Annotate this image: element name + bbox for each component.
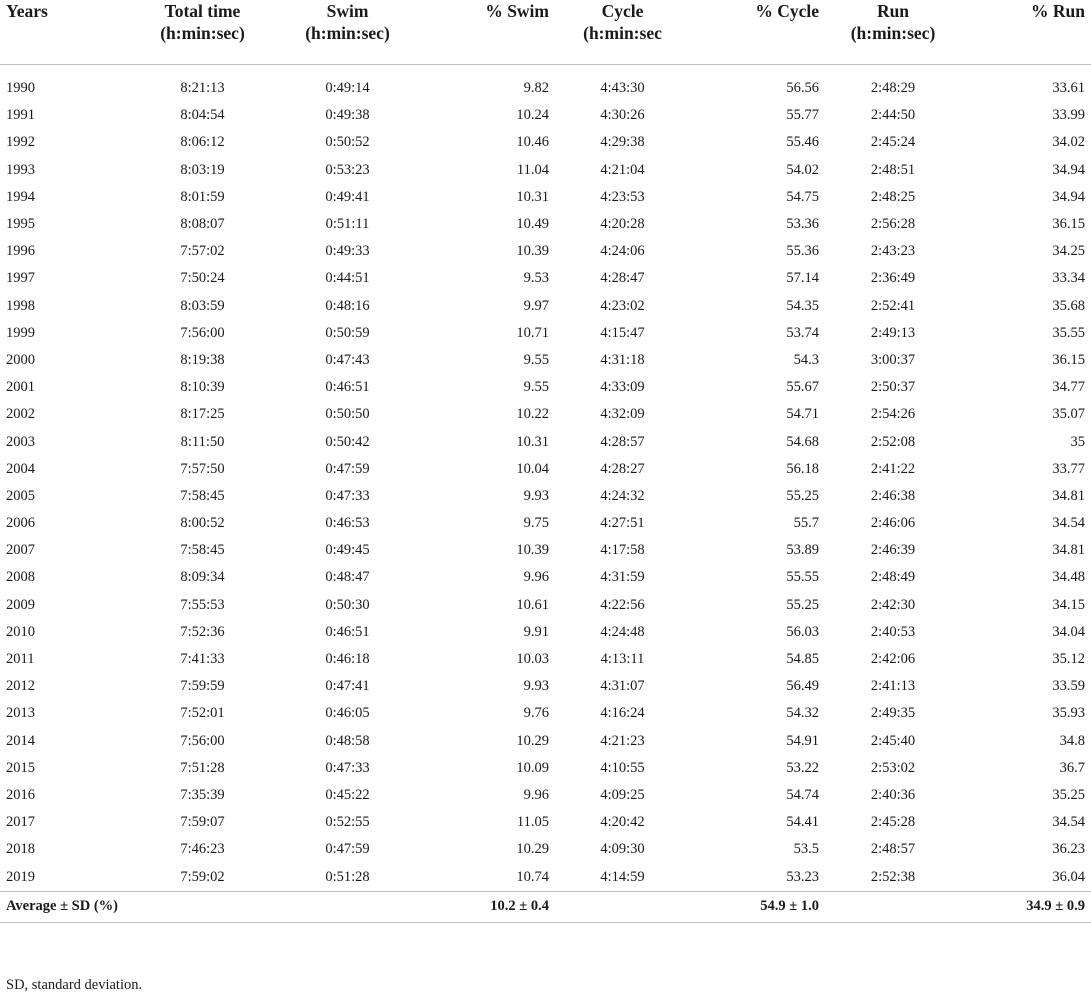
cell-pct-run: 35.25 — [1052, 786, 1085, 803]
cell-total-time: 7:58:45 — [180, 487, 225, 504]
cell-run: 2:52:08 — [870, 433, 916, 450]
cell-pct-run: 36.15 — [1052, 351, 1085, 368]
table-row — [0, 700, 1091, 727]
cell-year: 1995 — [6, 216, 35, 233]
cell-total-time: 7:57:50 — [180, 460, 225, 477]
table-header — [0, 0, 1091, 65]
cell-swim: 0:47:33 — [325, 487, 370, 504]
cell-pct-run: 35.55 — [1052, 324, 1085, 341]
cell-cycle: 4:20:42 — [600, 814, 645, 831]
cell-pct-cycle: 55.46 — [786, 134, 819, 151]
table-row — [0, 211, 1091, 238]
cell-total-time: 8:04:54 — [180, 107, 225, 124]
cell-swim: 0:53:23 — [325, 161, 370, 178]
cell-pct-run: 34.8 — [1059, 732, 1085, 749]
cell-run: 2:49:13 — [870, 324, 916, 341]
average-swim-empty — [275, 891, 420, 922]
cell-year: 1993 — [6, 161, 35, 178]
cell-pct-cycle: 54.75 — [786, 188, 819, 205]
cell-pct-swim: 10.74 — [516, 868, 549, 885]
cell-cycle: 4:09:25 — [600, 786, 645, 803]
cell-pct-cycle: 53.89 — [786, 542, 819, 559]
cell-cycle: 4:28:27 — [600, 460, 645, 477]
cell-year: 1998 — [6, 297, 35, 314]
cell-total-time: 8:17:25 — [180, 406, 225, 423]
cell-pct-swim: 10.39 — [516, 243, 549, 260]
cell-cycle: 4:14:59 — [600, 868, 645, 885]
cell-swim: 0:47:59 — [325, 841, 370, 858]
cell-cycle: 4:17:58 — [600, 542, 645, 559]
cell-run: 2:43:23 — [870, 243, 916, 260]
cell-swim: 0:48:16 — [325, 297, 370, 314]
cell-pct-cycle: 54.32 — [786, 705, 819, 722]
cell-swim: 0:46:51 — [325, 379, 370, 396]
cell-pct-swim: 10.29 — [516, 732, 549, 749]
table-row — [0, 265, 1091, 292]
cell-swim: 0:44:51 — [325, 270, 370, 287]
cell-pct-run: 34.25 — [1052, 243, 1085, 260]
header-total-time: Total time (h:min:sec) — [160, 1, 245, 43]
cell-swim: 0:49:41 — [325, 188, 370, 205]
average-pct-swim: 10.2 ± 0.4 — [490, 898, 549, 915]
cell-total-time: 8:03:59 — [180, 297, 225, 314]
cell-swim: 0:46:51 — [325, 623, 370, 640]
average-cycle-empty — [555, 891, 690, 922]
cell-pct-cycle: 55.36 — [786, 243, 819, 260]
cell-run: 2:56:28 — [870, 216, 916, 233]
cell-year: 2008 — [6, 569, 35, 586]
cell-year: 2006 — [6, 515, 35, 532]
cell-cycle: 4:16:24 — [600, 705, 645, 722]
cell-pct-run: 33.77 — [1052, 460, 1085, 477]
cell-year: 1991 — [6, 107, 35, 124]
cell-total-time: 7:52:01 — [180, 705, 225, 722]
cell-swim: 0:49:38 — [325, 107, 370, 124]
cell-year: 1996 — [6, 243, 35, 260]
cell-cycle: 4:22:56 — [600, 596, 645, 613]
cell-run: 2:53:02 — [870, 759, 916, 776]
cell-pct-swim: 9.93 — [523, 678, 549, 695]
cell-pct-run: 36.7 — [1059, 759, 1085, 776]
cell-swim: 0:47:43 — [325, 351, 370, 368]
cell-pct-run: 34.54 — [1052, 515, 1085, 532]
cell-swim: 0:46:05 — [325, 705, 370, 722]
cell-run: 2:46:38 — [870, 487, 916, 504]
cell-run: 2:44:50 — [870, 107, 916, 124]
table-row — [0, 456, 1091, 483]
cell-year: 2000 — [6, 351, 35, 368]
table-row — [0, 65, 1091, 103]
cell-year: 2015 — [6, 759, 35, 776]
cell-run: 2:48:25 — [870, 188, 916, 205]
cell-run: 2:52:38 — [870, 868, 916, 885]
cell-pct-run: 34.04 — [1052, 623, 1085, 640]
cell-total-time: 7:59:59 — [180, 678, 225, 695]
cell-cycle: 4:15:47 — [600, 324, 645, 341]
cell-pct-swim: 10.29 — [516, 841, 549, 858]
cell-pct-swim: 10.09 — [516, 759, 549, 776]
cell-run: 2:42:30 — [870, 596, 916, 613]
cell-pct-run: 34.54 — [1052, 814, 1085, 831]
cell-pct-run: 36.15 — [1052, 216, 1085, 233]
cell-total-time: 7:58:45 — [180, 542, 225, 559]
cell-cycle: 4:13:11 — [600, 651, 645, 668]
cell-pct-cycle: 54.71 — [786, 406, 819, 423]
cell-total-time: 7:50:24 — [180, 270, 225, 287]
average-label: Average ± SD (%) — [6, 898, 118, 915]
cell-year: 1992 — [6, 134, 35, 151]
table-row — [0, 673, 1091, 700]
cell-pct-swim: 10.22 — [516, 406, 549, 423]
cell-run: 2:46:39 — [870, 542, 916, 559]
table-row — [0, 619, 1091, 646]
cell-cycle: 4:09:30 — [600, 841, 645, 858]
cell-pct-run: 34.48 — [1052, 569, 1085, 586]
cell-pct-swim: 10.31 — [516, 433, 549, 450]
cell-cycle: 4:30:26 — [600, 107, 645, 124]
cell-pct-run: 34.77 — [1052, 379, 1085, 396]
cell-swim: 0:46:18 — [325, 651, 370, 668]
cell-pct-cycle: 54.68 — [786, 433, 819, 450]
cell-pct-cycle: 54.91 — [786, 732, 819, 749]
average-pct-run: 34.9 ± 0.9 — [1026, 898, 1085, 915]
cell-pct-cycle: 55.7 — [793, 515, 819, 532]
cell-run: 2:54:26 — [870, 406, 916, 423]
cell-pct-cycle: 53.36 — [786, 216, 819, 233]
table-row — [0, 483, 1091, 510]
cell-cycle: 4:21:04 — [600, 161, 645, 178]
cell-year: 2010 — [6, 623, 35, 640]
table-row — [0, 157, 1091, 184]
cell-pct-cycle: 53.5 — [793, 841, 819, 858]
cell-total-time: 7:59:07 — [180, 814, 225, 831]
cell-run: 2:49:35 — [870, 705, 916, 722]
cell-year: 2005 — [6, 487, 35, 504]
cell-pct-swim: 10.24 — [516, 107, 549, 124]
cell-pct-run: 35.68 — [1052, 297, 1085, 314]
cell-pct-cycle: 54.41 — [786, 814, 819, 831]
cell-pct-run: 33.34 — [1052, 270, 1085, 287]
cell-total-time: 7:52:36 — [180, 623, 225, 640]
table-footnote: SD, standard deviation. — [6, 977, 143, 993]
cell-swim: 0:49:33 — [325, 243, 370, 260]
cell-year: 1990 — [6, 80, 35, 97]
cell-run: 2:41:13 — [870, 678, 916, 695]
cell-swim: 0:47:59 — [325, 460, 370, 477]
cell-cycle: 4:24:32 — [600, 487, 645, 504]
cell-run: 2:41:22 — [870, 460, 916, 477]
table-row — [0, 428, 1091, 455]
cell-year: 2011 — [6, 651, 35, 668]
cell-swim: 0:48:58 — [325, 732, 370, 749]
cell-year: 2016 — [6, 786, 35, 803]
average-total-empty — [130, 891, 275, 922]
cell-pct-swim: 10.04 — [516, 460, 549, 477]
cell-run: 2:45:28 — [870, 814, 916, 831]
cell-swim: 0:51:11 — [325, 216, 370, 233]
table-row — [0, 184, 1091, 211]
table-row — [0, 646, 1091, 673]
cell-pct-swim: 9.96 — [523, 786, 549, 803]
cell-pct-run: 35 — [1070, 433, 1085, 450]
cell-swim: 0:50:42 — [325, 433, 370, 450]
cell-run: 2:48:29 — [870, 80, 916, 97]
cell-cycle: 4:21:23 — [600, 732, 645, 749]
cell-swim: 0:51:28 — [325, 868, 370, 885]
cell-cycle: 4:28:47 — [600, 270, 645, 287]
cell-cycle: 4:24:06 — [600, 243, 645, 260]
cell-pct-cycle: 54.85 — [786, 651, 819, 668]
cell-pct-run: 33.99 — [1052, 107, 1085, 124]
cell-run: 3:00:37 — [870, 351, 916, 368]
table-footer — [0, 891, 1091, 922]
cell-cycle: 4:31:18 — [600, 351, 645, 368]
table-row — [0, 863, 1091, 891]
cell-pct-run: 33.61 — [1052, 80, 1085, 97]
cell-swim: 0:50:59 — [325, 324, 370, 341]
cell-year: 2012 — [6, 678, 35, 695]
cell-cycle: 4:33:09 — [600, 379, 645, 396]
cell-pct-cycle: 56.18 — [786, 460, 819, 477]
cell-total-time: 8:03:19 — [180, 161, 225, 178]
cell-pct-swim: 10.31 — [516, 188, 549, 205]
cell-pct-cycle: 55.25 — [786, 487, 819, 504]
table-row — [0, 102, 1091, 129]
cell-year: 2009 — [6, 596, 35, 613]
table-row — [0, 782, 1091, 809]
cell-total-time: 7:55:53 — [180, 596, 225, 613]
average-run-empty — [825, 891, 961, 922]
header-pct-swim: % Swim — [485, 1, 549, 21]
cell-run: 2:50:37 — [870, 379, 916, 396]
cell-pct-cycle: 55.25 — [786, 596, 819, 613]
cell-cycle: 4:24:48 — [600, 623, 645, 640]
cell-swim: 0:45:22 — [325, 786, 370, 803]
cell-swim: 0:49:14 — [325, 80, 370, 97]
cell-run: 2:48:51 — [870, 161, 916, 178]
table-row — [0, 836, 1091, 863]
cell-pct-run: 35.07 — [1052, 406, 1085, 423]
cell-year: 2014 — [6, 732, 35, 749]
cell-run: 2:48:49 — [870, 569, 916, 586]
cell-year: 2018 — [6, 841, 35, 858]
cell-pct-swim: 9.91 — [523, 623, 549, 640]
cell-total-time: 8:00:52 — [180, 515, 225, 532]
cell-pct-swim: 10.03 — [516, 651, 549, 668]
cell-cycle: 4:20:28 — [600, 216, 645, 233]
table-row — [0, 755, 1091, 782]
cell-cycle: 4:27:51 — [600, 515, 645, 532]
cell-pct-run: 33.59 — [1052, 678, 1085, 695]
cell-cycle: 4:31:59 — [600, 569, 645, 586]
table-row — [0, 129, 1091, 156]
table-row — [0, 564, 1091, 591]
table-row — [0, 401, 1091, 428]
cell-run: 2:36:49 — [870, 270, 916, 287]
cell-total-time: 8:10:39 — [180, 379, 225, 396]
cell-run: 2:45:40 — [870, 732, 916, 749]
cell-year: 2001 — [6, 379, 35, 396]
cell-pct-swim: 9.93 — [523, 487, 549, 504]
cell-cycle: 4:29:38 — [600, 134, 645, 151]
cell-total-time: 7:56:00 — [180, 732, 225, 749]
cell-pct-cycle: 54.74 — [786, 786, 819, 803]
cell-pct-run: 34.15 — [1052, 596, 1085, 613]
cell-pct-run: 36.23 — [1052, 841, 1085, 858]
cell-cycle: 4:23:53 — [600, 188, 645, 205]
cell-pct-cycle: 56.56 — [786, 80, 819, 97]
header-pct-run: % Run — [1031, 1, 1085, 21]
cell-pct-run: 35.12 — [1052, 651, 1085, 668]
cell-run: 2:46:06 — [870, 515, 916, 532]
cell-year: 2002 — [6, 406, 35, 423]
cell-cycle: 4:32:09 — [600, 406, 645, 423]
cell-total-time: 7:56:00 — [180, 324, 225, 341]
header-years: Years — [6, 1, 48, 21]
cell-total-time: 7:51:28 — [180, 759, 225, 776]
cell-pct-swim: 11.04 — [516, 161, 549, 178]
header-run: Run (h:min:sec) — [850, 1, 936, 43]
cell-swim: 0:52:55 — [325, 814, 370, 831]
cell-run: 2:40:53 — [870, 623, 916, 640]
cell-total-time: 8:08:07 — [180, 216, 225, 233]
cell-cycle: 4:43:30 — [600, 80, 645, 97]
table-row — [0, 809, 1091, 836]
cell-total-time: 7:46:23 — [180, 841, 225, 858]
cell-cycle: 4:23:02 — [600, 297, 645, 314]
table-row — [0, 728, 1091, 755]
table-row — [0, 374, 1091, 401]
cell-total-time: 8:06:12 — [180, 134, 225, 151]
cell-run: 2:42:06 — [870, 651, 916, 668]
cell-total-time: 7:57:02 — [180, 243, 225, 260]
header-cycle: Cycle (h:min:sec — [583, 1, 662, 43]
cell-pct-cycle: 54.02 — [786, 161, 819, 178]
cell-cycle: 4:28:57 — [600, 433, 645, 450]
cell-pct-swim: 10.49 — [516, 216, 549, 233]
cell-pct-swim: 10.71 — [516, 324, 549, 341]
cell-pct-cycle: 56.49 — [786, 678, 819, 695]
cell-pct-cycle: 56.03 — [786, 623, 819, 640]
cell-pct-swim: 11.05 — [516, 814, 549, 831]
cell-swim: 0:50:30 — [325, 596, 370, 613]
cell-swim: 0:50:50 — [325, 406, 370, 423]
cell-pct-swim: 9.75 — [523, 515, 549, 532]
header-swim: Swim (h:min:sec) — [305, 1, 390, 43]
cell-run: 2:48:57 — [870, 841, 916, 858]
cell-total-time: 8:11:50 — [180, 433, 225, 450]
cell-total-time: 8:19:38 — [180, 351, 225, 368]
cell-year: 1997 — [6, 270, 35, 287]
cell-pct-swim: 9.97 — [523, 297, 549, 314]
cell-year: 2013 — [6, 705, 35, 722]
cell-year: 2003 — [6, 433, 35, 450]
cell-cycle: 4:10:55 — [600, 759, 645, 776]
cell-pct-swim: 10.46 — [516, 134, 549, 151]
cell-pct-run: 34.94 — [1052, 161, 1085, 178]
table-row — [0, 238, 1091, 265]
cell-pct-swim: 9.96 — [523, 569, 549, 586]
cell-year: 1999 — [6, 324, 35, 341]
table-row — [0, 592, 1091, 619]
cell-swim: 0:47:41 — [325, 678, 370, 695]
cell-pct-cycle: 55.67 — [786, 379, 819, 396]
cell-pct-swim: 9.76 — [523, 705, 549, 722]
cell-total-time: 8:09:34 — [180, 569, 225, 586]
cell-swim: 0:46:53 — [325, 515, 370, 532]
cell-pct-swim: 9.55 — [523, 379, 549, 396]
table-row — [0, 320, 1091, 347]
cell-run: 2:40:36 — [870, 786, 916, 803]
cell-pct-cycle: 57.14 — [786, 270, 819, 287]
cell-pct-cycle: 53.23 — [786, 868, 819, 885]
cell-year: 2004 — [6, 460, 35, 477]
cell-total-time: 8:01:59 — [180, 188, 225, 205]
cell-total-time: 7:35:39 — [180, 786, 225, 803]
cell-swim: 0:50:52 — [325, 134, 370, 151]
cell-swim: 0:47:33 — [325, 759, 370, 776]
cell-year: 1994 — [6, 188, 35, 205]
cell-year: 2019 — [6, 868, 35, 885]
cell-pct-run: 34.81 — [1052, 542, 1085, 559]
cell-run: 2:45:24 — [870, 134, 916, 151]
table-row — [0, 347, 1091, 374]
cell-year: 2007 — [6, 542, 35, 559]
table-row — [0, 537, 1091, 564]
header-pct-cycle: % Cycle — [755, 1, 819, 21]
average-pct-cycle: 54.9 ± 1.0 — [760, 898, 819, 915]
cell-pct-run: 36.04 — [1052, 868, 1085, 885]
cell-pct-swim: 10.39 — [516, 542, 549, 559]
cell-total-time: 7:59:02 — [180, 868, 225, 885]
cell-pct-cycle: 55.55 — [786, 569, 819, 586]
cell-run: 2:52:41 — [870, 297, 916, 314]
cell-pct-run: 34.94 — [1052, 188, 1085, 205]
cell-pct-cycle: 53.22 — [786, 759, 819, 776]
average-row — [0, 891, 1091, 922]
table-row — [0, 510, 1091, 537]
cell-pct-run: 35.93 — [1052, 705, 1085, 722]
cell-cycle: 4:31:07 — [600, 678, 645, 695]
cell-pct-cycle: 54.35 — [786, 297, 819, 314]
cell-swim: 0:48:47 — [325, 569, 370, 586]
cell-pct-swim: 9.55 — [523, 351, 549, 368]
cell-pct-swim: 10.61 — [516, 596, 549, 613]
cell-pct-swim: 9.53 — [523, 270, 549, 287]
cell-swim: 0:49:45 — [325, 542, 370, 559]
cell-total-time: 8:21:13 — [180, 80, 225, 97]
cell-pct-run: 34.81 — [1052, 487, 1085, 504]
table-row — [0, 293, 1091, 320]
cell-pct-cycle: 55.77 — [786, 107, 819, 124]
cell-year: 2017 — [6, 814, 35, 831]
cell-pct-run: 34.02 — [1052, 134, 1085, 151]
cell-pct-cycle: 54.3 — [793, 351, 819, 368]
table-body — [0, 65, 1091, 892]
cell-pct-swim: 9.82 — [523, 80, 549, 97]
cell-pct-cycle: 53.74 — [786, 324, 819, 341]
cell-total-time: 7:41:33 — [180, 651, 225, 668]
